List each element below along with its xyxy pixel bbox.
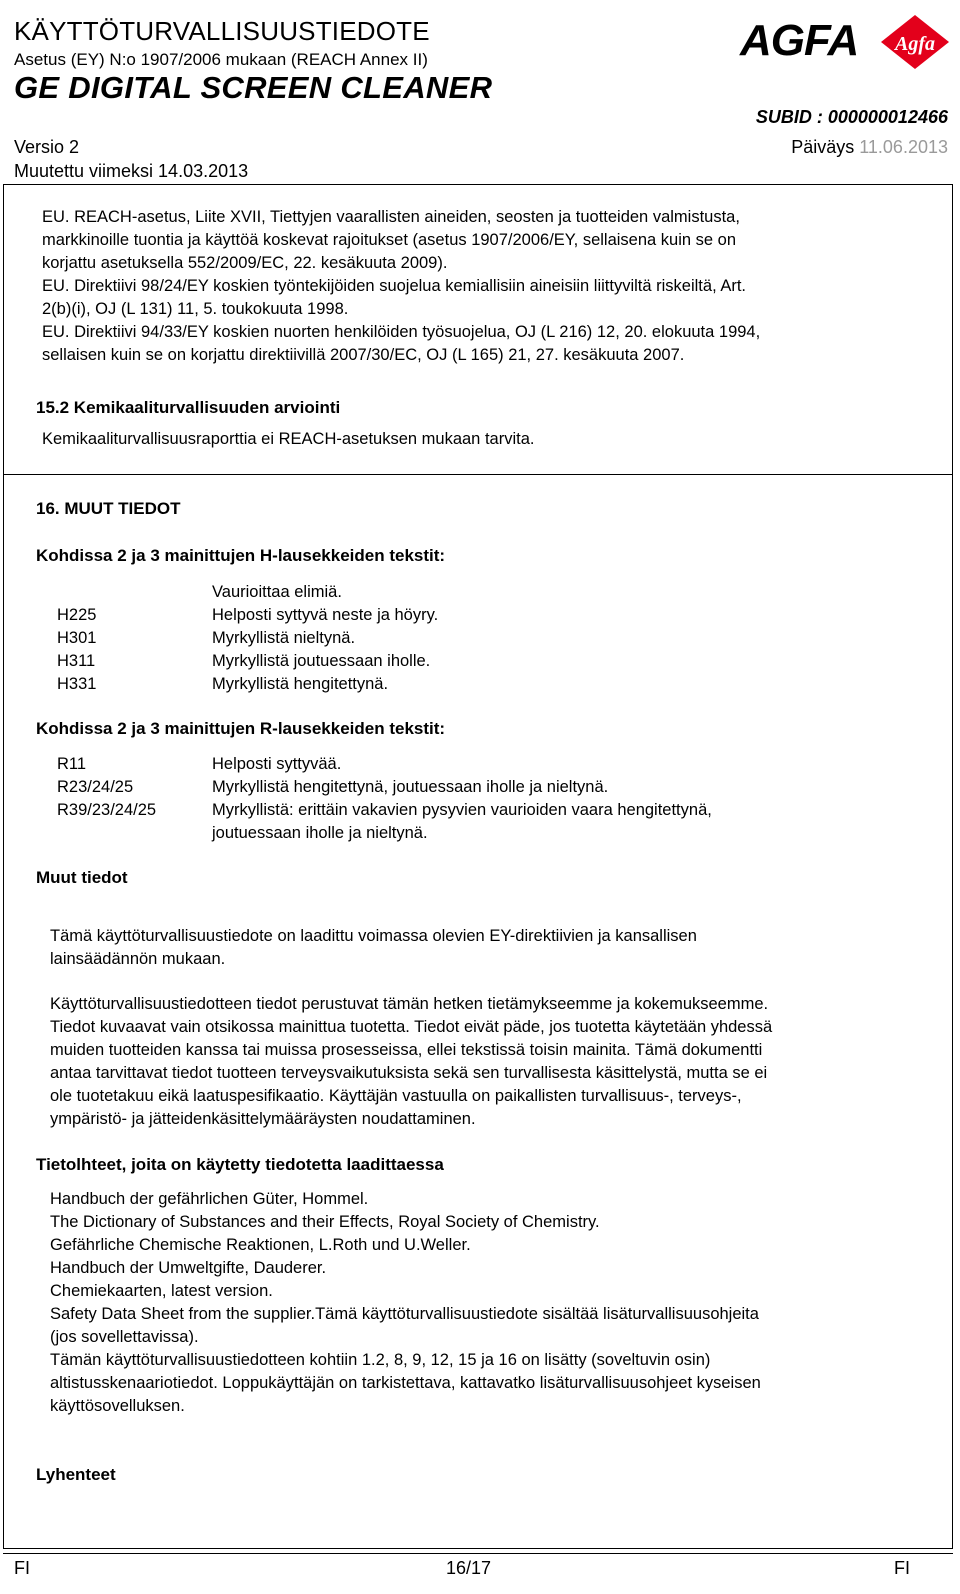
source-line: käyttösovelluksen. (50, 1397, 185, 1415)
paragraph-line: ole tuotetakuu eikä laatuspesifikaatio. Käyttäjän vastuulla on paikallisten turvallisuus-, terveys-, (50, 1087, 742, 1105)
h-code: H301 (57, 629, 97, 647)
other-info-paragraph-1 (50, 925, 697, 971)
r-code: R11 (57, 755, 87, 773)
agfa-logo (740, 14, 952, 72)
paragraph-line: Tiedot kuvaavat vain otsikossa mainittua tuotetta. Tiedot eivät päde, jos tuotetta käytetään yhdessä (50, 1018, 773, 1036)
document-title: KÄYTTÖTURVALLISUUSTIEDOTE (14, 16, 430, 46)
h-code: H311 (57, 652, 96, 670)
regulation-line: sellaisen kuin se on korjattu direktiivillä 2007/30/EC, OJ (L 165) 21, 27. kesäkuuta 2007. (42, 346, 685, 364)
date-line (791, 137, 948, 158)
other-info-paragraph-2 (50, 993, 772, 1131)
section-15-2-text: Kemikaaliturvallisuusraporttia ei REACH-asetuksen mukaan tarvita. (42, 430, 535, 448)
r-text: Myrkyllistä: erittäin vakavien pysyvien vaurioiden vaara hengitettynä, (212, 801, 712, 819)
product-name: GE DIGITAL SCREEN CLEANER (14, 70, 493, 105)
source-line: Chemiekaarten, latest version. (50, 1282, 273, 1300)
r-code: R23/24/25 (57, 778, 134, 796)
version-label: Versio 2 (14, 137, 80, 157)
paragraph-line: Tämä käyttöturvallisuustiedote on laadittu voimassa olevien EY-direktiivien ja kansallisen (50, 927, 697, 945)
regulations-block (42, 206, 760, 367)
logo-badge-text: Agfa (895, 33, 935, 55)
source-line: (jos sovellettavissa). (50, 1328, 199, 1346)
source-line: Handbuch der Umweltgifte, Dauderer. (50, 1259, 327, 1277)
regulation-line: EU. REACH-asetus, Liite XVII, Tiettyjen vaarallisten aineiden, seosten ja tuotteiden valmistusta, (42, 208, 740, 226)
date-value: 11.06.2013 (859, 137, 948, 157)
source-line: Gefährliche Chemische Reaktionen, L.Roth und U.Weller. (50, 1236, 471, 1254)
r-code: R39/23/24/25 (57, 801, 157, 819)
h-text: Helposti syttyvä neste ja höyry. (212, 606, 439, 624)
source-line: Safety Data Sheet from the supplier.Tämä käyttöturvallisuustiedote sisältää lisäturvallisuusohjeita (50, 1305, 759, 1323)
paragraph-line: Käyttöturvallisuustiedotteen tiedot perustuvat tämän hetken tietämykseemme ja kokemukseemme. (50, 995, 769, 1013)
page-number: 16/17 (446, 1558, 492, 1578)
r-statements-heading: Kohdissa 2 ja 3 mainittujen R-lausekkeiden tekstit: (36, 719, 446, 738)
subid-label: SUBID : 000000012466 (755, 107, 948, 127)
h-code: H225 (57, 606, 97, 624)
r-text: Helposti syttyvää. (212, 755, 342, 773)
other-info-heading: Muut tiedot (36, 868, 128, 887)
footer-language-right: FI (894, 1558, 910, 1578)
logo-diamond-icon (880, 14, 950, 70)
h-statements-heading: Kohdissa 2 ja 3 mainittujen H-lausekkeiden tekstit: (36, 546, 446, 565)
source-line: Tämän käyttöturvallisuustiedotteen kohtiin 1.2, 8, 9, 12, 15 ja 16 on lisätty (soveltuvin osin) (50, 1351, 711, 1369)
h-code: H331 (57, 675, 97, 693)
abbreviations-heading: Lyhenteet (36, 1465, 116, 1484)
r-text: Myrkyllistä hengitettynä, joutuessaan iholle ja nieltynä. (212, 778, 609, 796)
source-line: Handbuch der gefährlichen Güter, Hommel. (50, 1190, 369, 1208)
footer-rule (3, 1553, 953, 1554)
regulation-line: EU. Direktiivi 98/24/EY koskien työntekijöiden suojelua kemiallisiin aineisiin liittyviltä riskeiltä, Art. (42, 277, 746, 295)
source-line: The Dictionary of Substances and their Effects, Royal Society of Chemistry. (50, 1213, 600, 1231)
regulation-line: EU. Direktiivi 94/33/EY koskien nuorten henkilöiden työsuojelua, OJ (L 216) 12, 20. elokuuta 1994, (42, 323, 761, 341)
paragraph-line: muiden tuotteiden kanssa tai muissa prosesseissa, ellei tekstissä toisin mainita. Tämä dokumentti (50, 1041, 763, 1059)
footer-language-left: FI (14, 1558, 30, 1578)
h-text: Vaurioittaa elimiä. (212, 583, 342, 601)
regulation-subtitle: Asetus (EY) N:o 1907/2006 mukaan (REACH Annex II) (14, 50, 428, 69)
last-modified-label: Muutettu viimeksi 14.03.2013 (14, 161, 249, 181)
h-text: Myrkyllistä joutuessaan iholle. (212, 652, 431, 670)
sources-heading: Tietolhteet, joita on käytetty tiedotetta laadittaessa (36, 1155, 444, 1174)
source-line: altistusskenaariotiedot. Loppukäyttäjän on tarkistettava, kattavatko lisäturvallisuusohjeet kyseisen (50, 1374, 761, 1392)
regulation-line: markkinoille tuontia ja käyttöä koskevat rajoitukset (asetus 1907/2006/EY, sellaisena kuin se on (42, 231, 737, 249)
paragraph-line: ympäristö- ja jätteidenkäsittelymääräysten noudattaminen. (50, 1110, 476, 1128)
h-text: Myrkyllistä nieltynä. (212, 629, 356, 647)
section-divider (3, 474, 953, 475)
regulation-line: 2(b)(i), OJ (L 131) 11, 5. toukokuuta 1998. (42, 300, 349, 318)
paragraph-line: antaa tarvittavat tiedot tuotteen terveysvaikutuksista sekä sen turvallisesta käsittelystä, mutta se ei (50, 1064, 768, 1082)
section-16-heading: 16. MUUT TIEDOT (36, 499, 181, 518)
r-text: joutuessaan iholle ja nieltynä. (212, 824, 428, 842)
paragraph-line: lainsäädännön mukaan. (50, 950, 226, 968)
date-label: Päiväys (791, 137, 855, 157)
sources-list (50, 1188, 761, 1418)
regulation-line: korjattu asetuksella 552/2009/EC, 22. kesäkuuta 2009). (42, 254, 448, 272)
section-15-2-heading: 15.2 Kemikaaliturvallisuuden arviointi (36, 398, 341, 417)
logo-wordmark: AGFA (740, 16, 859, 65)
h-text: Myrkyllistä hengitettynä. (212, 675, 389, 693)
